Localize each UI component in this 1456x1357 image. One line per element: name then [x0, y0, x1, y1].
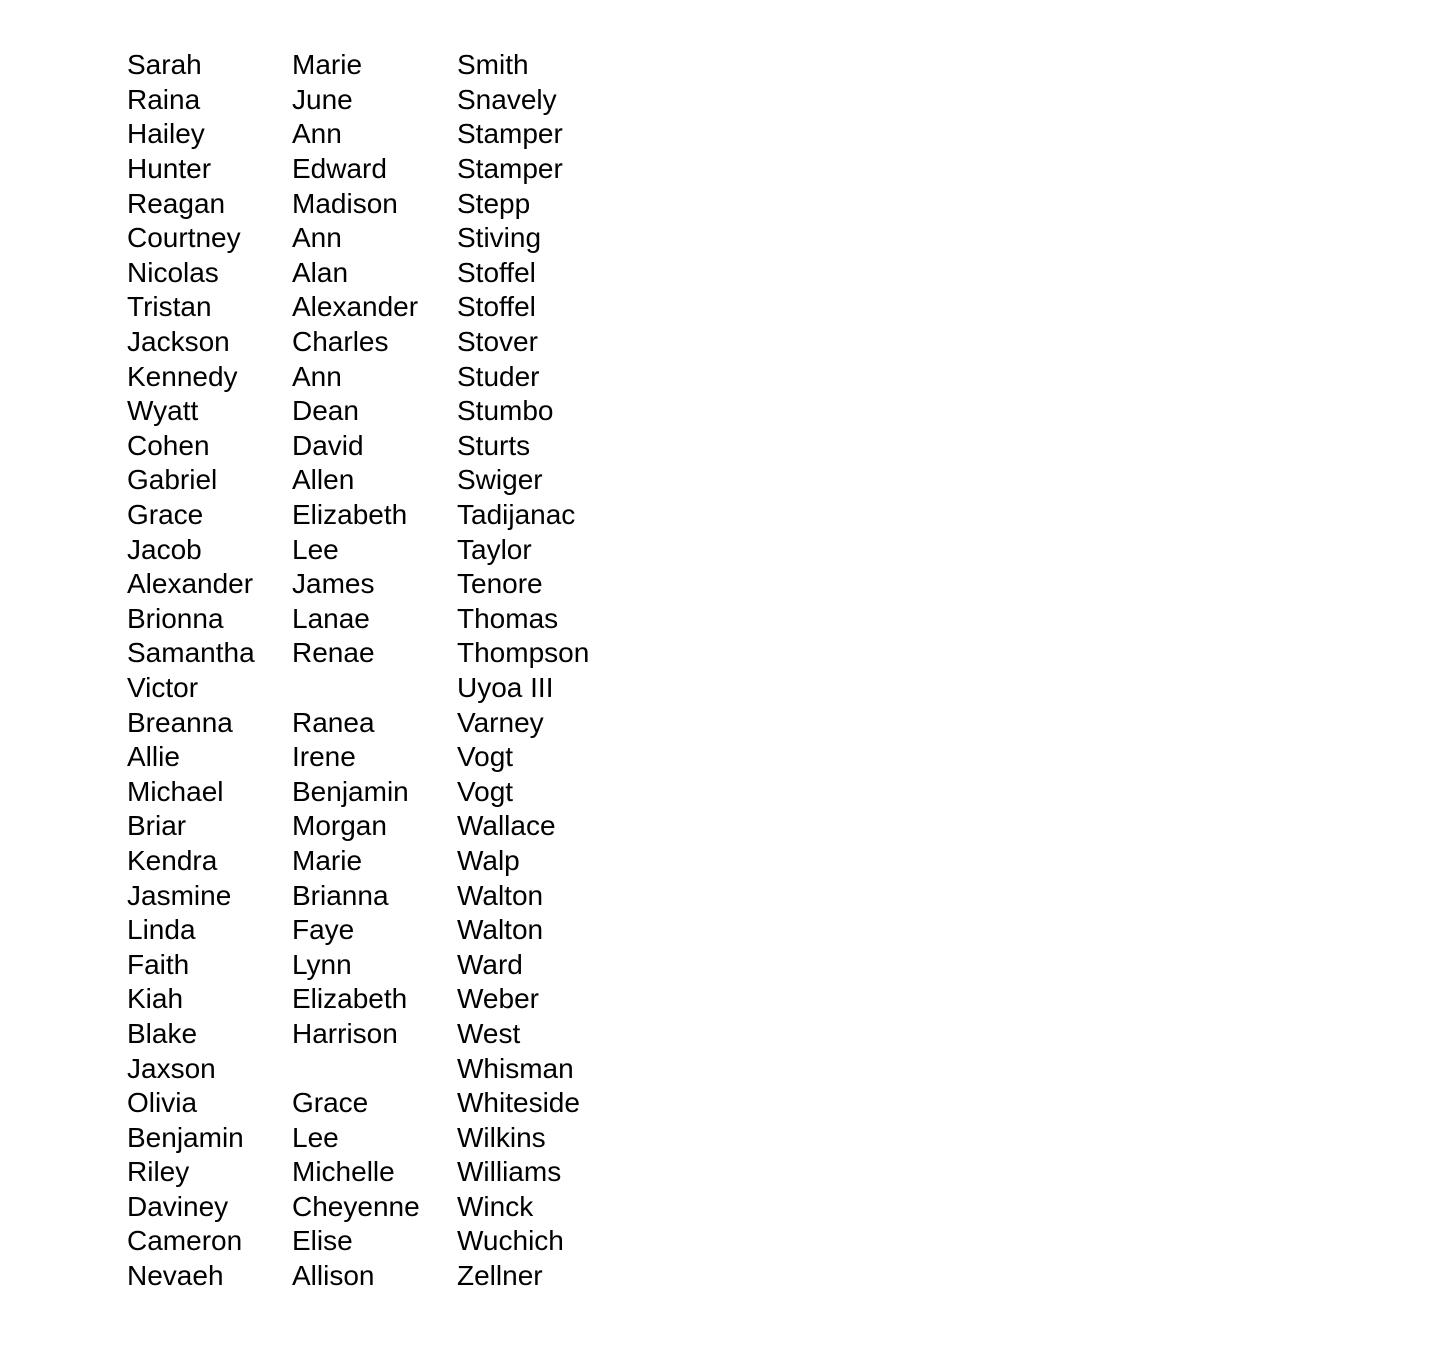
middle-name: Lee — [292, 533, 339, 565]
first-name: Breanna — [127, 706, 233, 738]
middle-name: Charles — [292, 326, 389, 358]
name-row — [127, 913, 657, 948]
first-name: Tristan — [127, 291, 212, 323]
first-name: Michael — [127, 775, 224, 807]
name-row — [127, 186, 657, 221]
last-name: Stoffel — [457, 291, 536, 323]
first-name: Cohen — [127, 429, 210, 461]
first-name: Kennedy — [127, 360, 238, 392]
name-row — [127, 1086, 657, 1121]
middle-name: Grace — [292, 1087, 369, 1119]
first-name: Nicolas — [127, 256, 219, 288]
last-name: Zellner — [457, 1260, 543, 1292]
middle-name: Michelle — [292, 1156, 395, 1188]
name-row — [127, 947, 657, 982]
first-name: Jasmine — [127, 879, 232, 911]
first-name: Kendra — [127, 844, 218, 876]
name-row — [127, 740, 657, 775]
middle-name: Ranea — [292, 706, 375, 738]
first-name: Allie — [127, 741, 180, 773]
middle-name: David — [292, 429, 364, 461]
first-name: Blake — [127, 1017, 198, 1049]
middle-name: Ann — [292, 222, 342, 254]
name-row — [127, 1259, 657, 1294]
last-name: Stumbo — [457, 395, 554, 427]
middle-name: Lanae — [292, 602, 370, 634]
middle-name: Allison — [292, 1260, 375, 1292]
name-row — [127, 117, 657, 152]
last-name: Vogt — [457, 741, 514, 773]
middle-name: Ann — [292, 360, 342, 392]
name-row — [127, 83, 657, 118]
name-row — [127, 394, 657, 429]
first-name: Reagan — [127, 187, 226, 219]
first-name: Jackson — [127, 326, 230, 358]
last-name: Swiger — [457, 464, 543, 496]
name-row — [127, 774, 657, 809]
last-name: Whisman — [457, 1052, 574, 1084]
last-name: Stiving — [457, 222, 542, 254]
first-name: Kiah — [127, 983, 184, 1015]
last-name: Studer — [457, 360, 540, 392]
first-name: Brionna — [127, 602, 224, 634]
first-name: Wyatt — [127, 395, 199, 427]
middle-name: Elizabeth — [292, 499, 408, 531]
last-name: Snavely — [457, 83, 557, 115]
last-name: Whiteside — [457, 1087, 580, 1119]
first-name: Linda — [127, 914, 196, 946]
middle-name: Cheyenne — [292, 1190, 420, 1222]
name-row — [127, 705, 657, 740]
last-name: Ward — [457, 948, 523, 980]
name-row — [127, 498, 657, 533]
first-name: Courtney — [127, 222, 241, 254]
middle-name: Marie — [292, 49, 363, 81]
name-row — [127, 256, 657, 291]
middle-name: Ann — [292, 118, 342, 150]
name-row — [127, 1190, 657, 1225]
last-name: Wilkins — [457, 1121, 546, 1153]
last-name: Taylor — [457, 533, 532, 565]
name-row — [127, 221, 657, 256]
middle-name: Alexander — [292, 291, 419, 323]
middle-name: Brianna — [292, 879, 389, 911]
middle-name: Harrison — [292, 1017, 398, 1049]
middle-name: Marie — [292, 844, 363, 876]
middle-name: Renae — [292, 637, 375, 669]
name-row — [127, 325, 657, 360]
middle-name: Allen — [292, 464, 355, 496]
first-name: Gabriel — [127, 464, 218, 496]
last-name: Walp — [457, 844, 520, 876]
first-name: Briar — [127, 810, 187, 842]
middle-name: Alan — [292, 256, 349, 288]
name-row — [127, 982, 657, 1017]
last-name: Stamper — [457, 118, 563, 150]
first-name: Grace — [127, 499, 204, 531]
name-row — [127, 1155, 657, 1190]
first-name: Nevaeh — [127, 1260, 224, 1292]
middle-name: Elizabeth — [292, 983, 408, 1015]
name-row — [127, 429, 657, 464]
middle-name: Irene — [292, 741, 356, 773]
name-row — [127, 463, 657, 498]
last-name: Uyoa III — [457, 671, 554, 703]
last-name: Walton — [457, 879, 544, 911]
name-row — [127, 809, 657, 844]
name-row — [127, 152, 657, 187]
first-name: Jacob — [127, 533, 202, 565]
middle-name: Lee — [292, 1121, 339, 1153]
name-row — [127, 671, 657, 706]
first-name: Riley — [127, 1156, 190, 1188]
name-row — [127, 878, 657, 913]
name-row — [127, 636, 657, 671]
last-name: Smith — [457, 49, 529, 81]
middle-name: June — [292, 83, 353, 115]
name-list — [127, 48, 657, 1293]
last-name: Wuchich — [457, 1225, 564, 1257]
middle-name: Elise — [292, 1225, 353, 1257]
name-row — [127, 1051, 657, 1086]
last-name: Wallace — [457, 810, 556, 842]
middle-name: Dean — [292, 395, 359, 427]
name-row — [127, 359, 657, 394]
last-name: Stamper — [457, 153, 563, 185]
first-name: Benjamin — [127, 1121, 244, 1153]
middle-name: Edward — [292, 153, 387, 185]
first-name: Raina — [127, 83, 201, 115]
middle-name: Benjamin — [292, 775, 409, 807]
first-name: Faith — [127, 948, 190, 980]
first-name: Olivia — [127, 1087, 198, 1119]
first-name: Alexander — [127, 568, 254, 600]
last-name: Vogt — [457, 775, 514, 807]
first-name: Hailey — [127, 118, 205, 150]
last-name: Walton — [457, 914, 544, 946]
last-name: Weber — [457, 983, 539, 1015]
middle-name: Madison — [292, 187, 398, 219]
middle-name: Morgan — [292, 810, 387, 842]
name-row — [127, 1017, 657, 1052]
last-name: West — [457, 1017, 521, 1049]
last-name: Stover — [457, 326, 538, 358]
name-row — [127, 1120, 657, 1155]
last-name: Thompson — [457, 637, 590, 669]
name-row — [127, 290, 657, 325]
first-name: Victor — [127, 671, 199, 703]
last-name: Sturts — [457, 429, 531, 461]
name-row — [127, 602, 657, 637]
first-name: Cameron — [127, 1225, 243, 1257]
last-name: Tadijanac — [457, 499, 576, 531]
name-row — [127, 844, 657, 879]
middle-name: Faye — [292, 914, 355, 946]
middle-name: Lynn — [292, 948, 352, 980]
name-row — [127, 48, 657, 83]
last-name: Williams — [457, 1156, 562, 1188]
first-name: Jaxson — [127, 1052, 216, 1084]
first-name: Hunter — [127, 153, 212, 185]
middle-name: James — [292, 568, 375, 600]
last-name: Stoffel — [457, 256, 536, 288]
name-row — [127, 1224, 657, 1259]
first-name: Daviney — [127, 1190, 229, 1222]
last-name: Winck — [457, 1190, 534, 1222]
last-name: Stepp — [457, 187, 531, 219]
last-name: Tenore — [457, 568, 543, 600]
last-name: Varney — [457, 706, 544, 738]
name-row — [127, 567, 657, 602]
last-name: Thomas — [457, 602, 559, 634]
name-row — [127, 532, 657, 567]
first-name: Samantha — [127, 637, 255, 669]
first-name: Sarah — [127, 49, 202, 81]
